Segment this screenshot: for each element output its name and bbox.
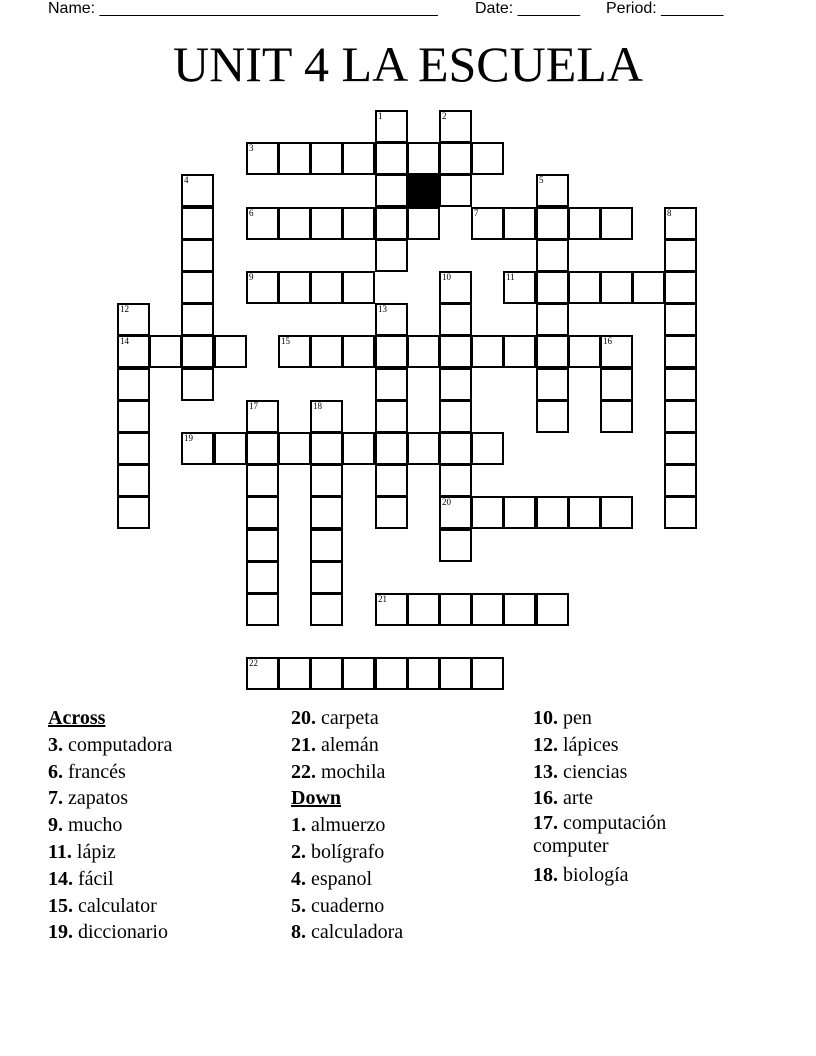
crossword-cell[interactable] (117, 464, 150, 497)
crossword-cell[interactable] (536, 496, 569, 529)
crossword-cell[interactable] (375, 142, 408, 175)
crossword-cell[interactable] (181, 271, 214, 304)
down-heading: Down (291, 787, 342, 810)
crossword-cell[interactable] (342, 142, 375, 175)
crossword-cell[interactable] (536, 207, 569, 240)
crossword-cell[interactable] (310, 593, 343, 626)
crossword-black-cell (407, 174, 440, 207)
crossword-cell[interactable] (439, 368, 472, 401)
clue-item: 9. mucho (48, 814, 123, 837)
clue-number: 9 (249, 272, 254, 282)
crossword-cell[interactable] (503, 496, 536, 529)
clue-number: 15 (281, 336, 290, 346)
crossword-cell[interactable] (503, 207, 536, 240)
crossword-cell[interactable] (439, 142, 472, 175)
crossword-cell[interactable] (278, 432, 311, 465)
crossword-cell[interactable] (375, 110, 408, 143)
clue-item: 19. diccionario (48, 921, 168, 944)
crossword-cell[interactable] (600, 335, 633, 368)
date-field-label: Date: _______ (475, 0, 580, 17)
crossword-cell[interactable] (181, 303, 214, 336)
crossword-cell[interactable] (632, 271, 665, 304)
crossword-cell[interactable] (664, 368, 697, 401)
clue-item: 6. francés (48, 760, 126, 783)
crossword-cell[interactable] (471, 207, 504, 240)
crossword-cell[interactable] (246, 593, 279, 626)
crossword-cell[interactable] (600, 271, 633, 304)
crossword-cell[interactable] (310, 335, 343, 368)
clue-item: 12. lápices (533, 733, 619, 756)
crossword-cell[interactable] (375, 174, 408, 207)
clue-item: 4. espanol (291, 867, 373, 890)
crossword-cell[interactable] (342, 207, 375, 240)
clue-item: 2. bolígrafo (291, 840, 385, 863)
crossword-cell[interactable] (439, 335, 472, 368)
crossword-cell[interactable] (375, 207, 408, 240)
clue-item: 11. lápiz (48, 840, 116, 863)
clue-item: 13. ciencias (533, 760, 628, 783)
crossword-cell[interactable] (568, 496, 601, 529)
crossword-cell[interactable] (600, 368, 633, 401)
period-field-label: Period: _______ (606, 0, 724, 17)
crossword-cell[interactable] (536, 368, 569, 401)
crossword-cell[interactable] (117, 496, 150, 529)
crossword-cell[interactable] (536, 335, 569, 368)
crossword-cell[interactable] (536, 593, 569, 626)
crossword-cell[interactable] (471, 593, 504, 626)
crossword-cell[interactable] (375, 335, 408, 368)
clue-column-2 (291, 705, 403, 946)
crossword-cell[interactable] (439, 593, 472, 626)
clue-column-3 (533, 705, 733, 889)
crossword-cell[interactable] (568, 271, 601, 304)
crossword-cell[interactable] (407, 593, 440, 626)
crossword-cell[interactable] (181, 174, 214, 207)
clue-number: 11 (506, 272, 515, 282)
crossword-cell[interactable] (342, 432, 375, 465)
clue-number: 4 (184, 175, 189, 185)
crossword-cell[interactable] (536, 400, 569, 433)
crossword-cell[interactable] (375, 368, 408, 401)
crossword-cell[interactable] (310, 496, 343, 529)
crossword-cell[interactable] (664, 464, 697, 497)
clue-number: 7 (474, 208, 479, 218)
crossword-cell[interactable] (536, 303, 569, 336)
crossword-cell[interactable] (375, 496, 408, 529)
crossword-cell[interactable] (471, 432, 504, 465)
crossword-cell[interactable] (117, 368, 150, 401)
crossword-cell[interactable] (407, 142, 440, 175)
crossword-cell[interactable] (664, 496, 697, 529)
crossword-cell[interactable] (439, 432, 472, 465)
crossword-cell[interactable] (536, 271, 569, 304)
crossword-cell[interactable] (600, 496, 633, 529)
clue-item: 20. carpeta (291, 707, 379, 729)
crossword-cell[interactable] (439, 464, 472, 497)
clue-item: 21. alemán (291, 733, 379, 756)
crossword-cell[interactable] (214, 432, 247, 465)
name-field-label: Name: ______________________________________ (48, 0, 438, 17)
crossword-cell[interactable] (439, 110, 472, 143)
crossword-cell[interactable] (471, 496, 504, 529)
crossword-cell[interactable] (407, 432, 440, 465)
crossword-cell[interactable] (149, 335, 182, 368)
crossword-cell[interactable] (375, 239, 408, 272)
across-heading: Across (48, 707, 106, 729)
crossword-cell[interactable] (439, 271, 472, 304)
crossword-cell[interactable] (310, 561, 343, 594)
clue-item: 15. calculator (48, 894, 157, 917)
clue-number: 6 (249, 208, 254, 218)
clue-item: 7. zapatos (48, 787, 128, 810)
crossword-cell[interactable] (278, 142, 311, 175)
crossword-cell[interactable] (181, 432, 214, 465)
clue-number: 1 (378, 111, 383, 121)
crossword-cell[interactable] (503, 271, 536, 304)
clue-number: 8 (667, 208, 672, 218)
crossword-cell[interactable] (310, 271, 343, 304)
clue-item: 3. computadora (48, 733, 173, 756)
crossword-cell[interactable] (246, 432, 279, 465)
crossword-cell[interactable] (600, 207, 633, 240)
clue-number: 19 (184, 433, 193, 443)
clue-column-1 (48, 705, 172, 946)
crossword-cell[interactable] (310, 142, 343, 175)
crossword-cell[interactable] (568, 335, 601, 368)
crossword-cell[interactable] (568, 207, 601, 240)
crossword-cell[interactable] (503, 593, 536, 626)
clue-item: 5. cuaderno (291, 894, 385, 917)
crossword-cell[interactable] (246, 271, 279, 304)
crossword-cell[interactable] (471, 335, 504, 368)
crossword-cell[interactable] (439, 496, 472, 529)
crossword-cell[interactable] (439, 303, 472, 336)
crossword-cell[interactable] (471, 142, 504, 175)
crossword-cell[interactable] (407, 335, 440, 368)
crossword-cell[interactable] (310, 529, 343, 562)
crossword-cell[interactable] (310, 464, 343, 497)
crossword-cell[interactable] (310, 400, 343, 433)
clue-item: 10. pen (533, 707, 592, 729)
crossword-cell[interactable] (600, 400, 633, 433)
clue-number: 22 (249, 658, 258, 668)
crossword-cell[interactable] (117, 400, 150, 433)
crossword-cell[interactable] (278, 657, 311, 690)
crossword-cell[interactable] (664, 335, 697, 368)
crossword-cell[interactable] (536, 239, 569, 272)
crossword-cell[interactable] (407, 207, 440, 240)
crossword-cell[interactable] (439, 174, 472, 207)
clue-number: 21 (378, 594, 387, 604)
crossword-cell[interactable] (375, 303, 408, 336)
crossword-cell[interactable] (664, 207, 697, 240)
crossword-cell[interactable] (246, 529, 279, 562)
clue-number: 3 (249, 143, 254, 153)
crossword-cell[interactable] (375, 593, 408, 626)
clue-item: 22. mochila (291, 760, 386, 783)
crossword-cell[interactable] (181, 239, 214, 272)
crossword-cell[interactable] (310, 432, 343, 465)
crossword-cell[interactable] (278, 335, 311, 368)
crossword-cell[interactable] (664, 400, 697, 433)
crossword-cell[interactable] (439, 529, 472, 562)
clue-item: 14. fácil (48, 867, 114, 890)
crossword-cell[interactable] (246, 142, 279, 175)
clue-number: 12 (120, 304, 129, 314)
clue-item: 18. biología (533, 864, 629, 887)
clue-number: 17 (249, 401, 258, 411)
crossword-cell[interactable] (375, 400, 408, 433)
crossword-cell[interactable] (246, 207, 279, 240)
crossword-cell[interactable] (117, 335, 150, 368)
clue-number: 18 (313, 401, 322, 411)
clue-number: 5 (539, 175, 544, 185)
crossword-cell[interactable] (664, 271, 697, 304)
crossword-cell[interactable] (342, 335, 375, 368)
clue-number: 16 (603, 336, 612, 346)
crossword-cell[interactable] (181, 207, 214, 240)
crossword-cell[interactable] (246, 657, 279, 690)
clue-item: 8. calculadora (291, 921, 404, 944)
clue-number: 10 (442, 272, 451, 282)
crossword-cell[interactable] (375, 432, 408, 465)
clue-item: 17. computación computer (533, 812, 667, 858)
crossword-cell[interactable] (664, 432, 697, 465)
crossword-cell[interactable] (503, 335, 536, 368)
crossword-cell[interactable] (246, 561, 279, 594)
crossword-cell[interactable] (246, 400, 279, 433)
crossword-cell[interactable] (310, 207, 343, 240)
clue-number: 14 (120, 336, 129, 346)
crossword-cell[interactable] (471, 657, 504, 690)
crossword-cell[interactable] (664, 239, 697, 272)
crossword-cell[interactable] (278, 207, 311, 240)
crossword-cell[interactable] (439, 400, 472, 433)
crossword-cell[interactable] (310, 657, 343, 690)
crossword-cell[interactable] (246, 496, 279, 529)
clue-number: 20 (442, 497, 451, 507)
clue-item: 1. almuerzo (291, 814, 386, 837)
crossword-cell[interactable] (536, 174, 569, 207)
clue-number: 2 (442, 111, 447, 121)
crossword-cell[interactable] (246, 464, 279, 497)
crossword-cell[interactable] (117, 303, 150, 336)
crossword-cell[interactable] (407, 657, 440, 690)
crossword-cell[interactable] (342, 271, 375, 304)
page-title: UNIT 4 LA ESCUELA (173, 36, 643, 92)
crossword-cell[interactable] (664, 303, 697, 336)
crossword-cell[interactable] (181, 368, 214, 401)
crossword-cell[interactable] (375, 657, 408, 690)
crossword-cell[interactable] (181, 335, 214, 368)
crossword-cell[interactable] (342, 657, 375, 690)
clue-item: 16. arte (533, 787, 593, 810)
crossword-cell[interactable] (439, 657, 472, 690)
crossword-cell[interactable] (214, 335, 247, 368)
crossword-cell[interactable] (278, 271, 311, 304)
crossword-cell[interactable] (375, 464, 408, 497)
crossword-cell[interactable] (117, 432, 150, 465)
clue-number: 13 (378, 304, 387, 314)
